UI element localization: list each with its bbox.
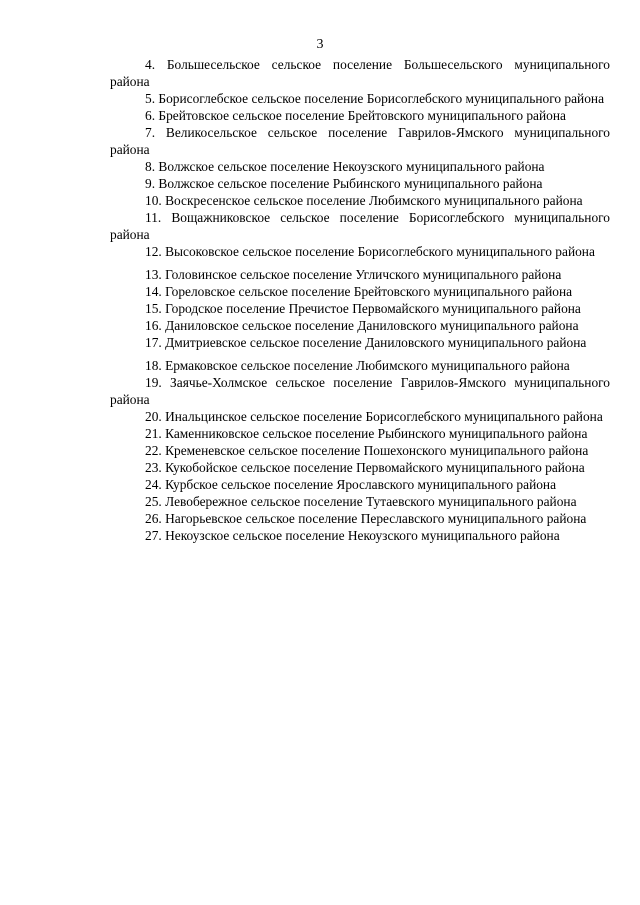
list-item: 11. Вощажниковское сельское поселение Борисоглебского муниципального района: [110, 210, 610, 242]
list-item: 22. Кременевское сельское поселение Пошехонского муниципального района: [145, 443, 589, 458]
list-item: 19. Заячье-Холмское сельское поселение Гаврилов-Ямского муниципального района: [110, 375, 610, 407]
list-item: 21. Каменниковское сельское поселение Рыбинского муниципального района: [145, 426, 588, 441]
settlement-list: [110, 56, 610, 544]
list-item: 25. Левобережное сельское поселение Тутаевского муниципального района: [145, 494, 577, 509]
list-item: 6. Брейтовское сельское поселение Брейтовского муниципального района: [145, 108, 566, 123]
list-item: 15. Городское поселение Пречистое Первомайского муниципального района: [145, 301, 581, 316]
list-item: 23. Кукобойское сельское поселение Первомайского муниципального района: [145, 460, 585, 475]
list-item: 18. Ермаковское сельское поселение Любимского муниципального района: [145, 358, 570, 373]
list-item: 4. Большесельское сельское поселение Большесельского муниципального района: [110, 57, 610, 89]
list-item: 27. Некоузское сельское поселение Некоузского муниципального района: [145, 528, 560, 543]
list-item: 20. Инальцинское сельское поселение Борисоглебского муниципального района: [145, 409, 603, 424]
list-item: 17. Дмитриевское сельское поселение Даниловского муниципального района: [145, 335, 587, 350]
page-number: 3: [316, 37, 324, 52]
list-item: 14. Гореловское сельское поселение Брейтовского муниципального района: [145, 284, 573, 299]
list-item: 26. Нагорьевское сельское поселение Переславского муниципального района: [145, 511, 587, 526]
list-item: 16. Даниловское сельское поселение Даниловского муниципального района: [145, 318, 579, 333]
list-item: 7. Великосельское сельское поселение Гаврилов-Ямского муниципального района: [110, 125, 610, 157]
list-item: 24. Курбское сельское поселение Ярославского муниципального района: [145, 477, 557, 492]
list-item: 5. Борисоглебское сельское поселение Борисоглебского муниципального района: [145, 91, 605, 106]
list-item: 12. Высоковское сельское поселение Борисоглебского муниципального района: [145, 244, 595, 259]
list-item: 13. Головинское сельское поселение Угличского муниципального района: [145, 267, 562, 282]
list-item: 10. Воскресенское сельское поселение Любимского муниципального района: [145, 193, 583, 208]
list-item: 9. Волжское сельское поселение Рыбинского муниципального района: [145, 176, 543, 191]
list-item: 8. Волжское сельское поселение Некоузского муниципального района: [145, 159, 545, 174]
